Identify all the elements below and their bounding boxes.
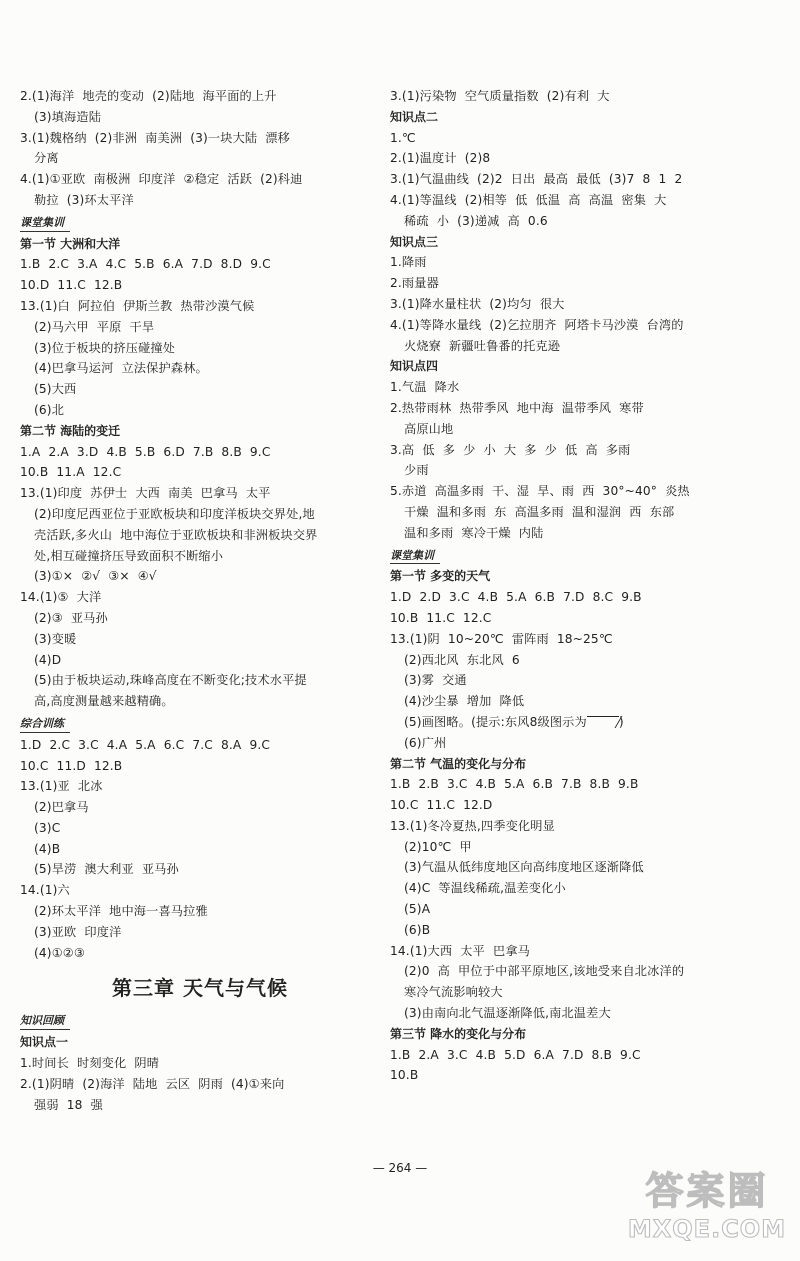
- answer-line: (4)D: [34, 652, 62, 667]
- right-secA: [390, 587, 760, 712]
- left-block1: [20, 86, 380, 211]
- answer-line: 2.(1)温度计 (2)8: [390, 151, 491, 166]
- answer-line: (2)印度尼西亚位于亚欧板块和印度洋板块交界处,地: [34, 506, 315, 521]
- answer-line: (3)位于板块的挤压碰撞处: [34, 340, 176, 355]
- left-sec3: [20, 735, 380, 964]
- answer-line: 5.赤道 高温多雨 干、湿 旱、雨 西 30°~40° 炎热: [390, 484, 690, 499]
- wind-hint-end: ): [618, 714, 624, 729]
- answer-line: (5)旱涝 澳大利亚 亚马孙: [34, 862, 179, 877]
- answer-line: (4)B: [34, 841, 61, 856]
- answer-line: (2)西北风 东北风 6: [404, 652, 520, 667]
- answer-line: (3)变暖: [34, 631, 77, 646]
- wind-hint-line: [390, 712, 760, 733]
- answer-line: (6)北: [34, 402, 65, 417]
- answer-line: 14.(1)⑤ 大洋: [20, 590, 102, 605]
- section-title: 第三节 降水的变化与分布: [390, 1026, 527, 1041]
- section-title: 知识点一: [20, 1035, 69, 1050]
- answer-line: 13.(1)白 阿拉伯 伊斯兰教 热带沙漠气候: [20, 298, 255, 313]
- wind-hint-text: (5)画图略。(提示:东风8级图示为: [404, 714, 587, 729]
- answer-line: 4.(1)等温线 (2)相等 低 低温 高 高温 密集 大: [390, 192, 667, 207]
- answer-line: 分离: [34, 151, 59, 166]
- answer-line: (3)C: [34, 820, 61, 835]
- answer-line: 10.B 11.C 12.C: [390, 610, 492, 625]
- answer-line: 4.(1)等降水量线 (2)乞拉朋齐 阿塔卡马沙漠 台湾的: [390, 317, 684, 332]
- left-column: [20, 86, 380, 1115]
- answer-line: 1.降雨: [390, 255, 427, 270]
- section-title: 第二节 气温的变化与分布: [390, 756, 527, 771]
- answer-line: 1.气温 降水: [390, 380, 460, 395]
- answer-line: (4)沙尘暴 增加 降低: [404, 694, 525, 709]
- answer-line: 强弱 18 强: [34, 1097, 103, 1112]
- answer-line: 10.B 11.A 12.C: [20, 465, 122, 480]
- answer-line: (2)0 高 甲位于中部平原地区,该地受来自北冰洋的: [404, 964, 685, 979]
- answer-line: 13.(1)印度 苏伊士 大西 南美 巴拿马 太平: [20, 486, 271, 501]
- answer-line: (5)由于板块运动,珠峰高度在不断变化;技术水平提: [34, 673, 307, 688]
- answer-line: (3)亚欧 印度洋: [34, 924, 122, 939]
- answer-line: (5)大西: [34, 382, 77, 397]
- section-title: 第二节 海陆的变迁: [20, 423, 121, 438]
- right-zsd4: [390, 377, 760, 543]
- answer-line: (5)A: [404, 902, 431, 917]
- right-column: [390, 86, 760, 1086]
- answer-line: (3)气温从低纬度地区向高纬度地区逐渐降低: [404, 860, 644, 875]
- answer-line: (3)①× ②√ ③× ④√: [34, 569, 157, 584]
- answer-line: 3.(1)气温曲线 (2)2 日出 最高 最低 (3)7 8 1 2: [390, 172, 683, 187]
- answer-line: 少雨: [404, 463, 429, 478]
- answer-line: 寒冷气流影响较大: [404, 985, 503, 1000]
- answer-line: (4)C 等温线稀疏,温差变化小: [404, 881, 566, 896]
- answer-line: 高,高度测量越来越精确。: [34, 694, 174, 709]
- page-number: — 264 —: [372, 1161, 428, 1175]
- answer-line: (2)马六甲 平原 干旱: [34, 319, 155, 334]
- answer-line: 1.D 2.D 3.C 4.B 5.A 6.B 7.D 8.C 9.B: [390, 590, 642, 605]
- answer-line: (3)填海造陆: [34, 109, 102, 124]
- answer-line: 温和多雨 寒冷干燥 内陆: [404, 525, 544, 540]
- huigu-label: 知识回顾: [20, 1011, 64, 1032]
- right-block0: [390, 86, 760, 107]
- section-title: 知识点二: [390, 109, 439, 124]
- right-secB: [390, 774, 760, 1024]
- answer-line: (4)①②③: [34, 945, 85, 960]
- answer-line: 3.高 低 多 少 小 大 多 少 低 高 多雨: [390, 442, 631, 457]
- answer-line: 13.(1)阴 10~20℃ 雷阵雨 18~25℃: [390, 631, 613, 646]
- answer-line: 14.(1)大西 太平 巴拿马: [390, 943, 531, 958]
- chapter-title: 第三章 天气与气候: [112, 976, 288, 1001]
- answer-line: (4)巴拿马运河 立法保护森林。: [34, 361, 208, 376]
- ketang-label: 课堂集训: [20, 213, 64, 234]
- answer-line: (2)③ 亚马孙: [34, 610, 108, 625]
- answer-line: 10.D 11.C 12.B: [20, 278, 123, 293]
- answer-line: 1.℃: [390, 130, 416, 145]
- left-sec1: [20, 254, 380, 420]
- answer-line: 4.(1)①亚欧 南极洲 印度洋 ②稳定 活跃 (2)科迪: [20, 172, 303, 187]
- answer-line: 1.时间长 时刻变化 阴晴: [20, 1056, 160, 1071]
- answer-line: 3.(1)魏格纳 (2)非洲 南美洲 (3)一块大陆 漂移: [20, 130, 290, 145]
- answer-line: (2)巴拿马: [34, 800, 89, 815]
- section-title: 第一节 大洲和大洋: [20, 236, 121, 251]
- answer-line: 1.B 2.A 3.C 4.B 5.D 6.A 7.D 8.B 9.C: [390, 1047, 641, 1062]
- watermark-bottom: MXQE.COM: [627, 1215, 787, 1243]
- section-title: 知识点三: [390, 234, 439, 249]
- zonghe-label: 综合训练: [20, 714, 64, 735]
- answer-line: (2)环太平洋 地中海一喜马拉雅: [34, 904, 208, 919]
- right-zsd2: [390, 128, 760, 232]
- answer-line: 10.C 11.C 12.D: [390, 798, 493, 813]
- answer-line: 2.雨量器: [390, 276, 439, 291]
- answer-line: 2.(1)阴晴 (2)海洋 陆地 云区 阴雨 (4)①来向: [20, 1076, 285, 1091]
- answer-line: (3)雾 交通: [404, 673, 467, 688]
- answer-line: 2.热带雨林 热带季风 地中海 温带季风 寒带: [390, 400, 644, 415]
- answer-line: 14.(1)六: [20, 883, 70, 898]
- section-title: 第一节 多变的天气: [390, 569, 491, 584]
- answer-line: 10.B: [390, 1068, 419, 1083]
- answer-line: 13.(1)亚 北冰: [20, 779, 103, 794]
- right-secA-tail: [390, 733, 760, 754]
- answer-line: 勒拉 (3)环太平洋: [34, 192, 134, 207]
- answer-line: 干燥 温和多雨 东 高温多雨 温和湿润 西 东部: [404, 504, 675, 519]
- right-secC: [390, 1045, 760, 1087]
- left-sec2: [20, 442, 380, 712]
- right-zsd3: [390, 252, 760, 356]
- watermark-top: 答案圈: [645, 1169, 769, 1213]
- left-zsd1: [20, 1053, 380, 1115]
- answer-line: 2.(1)海洋 地壳的变动 (2)陆地 海平面的上升: [20, 89, 277, 103]
- watermark-logo: [622, 1168, 792, 1252]
- ketang-label: 课堂集训: [390, 546, 434, 567]
- answer-line: 10.C 11.D 12.B: [20, 758, 123, 773]
- answer-line: 处,相互碰撞挤压导致面积不断缩小: [34, 548, 224, 563]
- answer-line: 1.A 2.A 3.D 4.B 5.B 6.D 7.B 8.B 9.C: [20, 444, 271, 459]
- answer-line: 火烧寮 新疆吐鲁番的托克逊: [404, 338, 561, 353]
- answer-line: 高原山地: [404, 421, 454, 436]
- section-title: 知识点四: [390, 359, 439, 374]
- answer-line: 1.B 2.C 3.A 4.C 5.B 6.A 7.D 8.D 9.C: [20, 257, 271, 272]
- answer-line: 壳活跃,多火山 地中海位于亚欧板块和非洲板块交界: [34, 527, 318, 542]
- answer-line: 1.D 2.C 3.C 4.A 5.A 6.C 7.C 8.A 9.C: [20, 737, 271, 752]
- answer-line: 1.B 2.B 3.C 4.B 5.A 6.B 7.B 8.B 9.B: [390, 777, 639, 792]
- answer-line: (3)由南向北气温逐渐降低,南北温差大: [404, 1006, 611, 1021]
- answer-line: (6)B: [404, 922, 431, 937]
- answer-line: (2)10℃ 甲: [404, 839, 472, 854]
- answer-line: (6)广州: [404, 735, 447, 750]
- answer-line: 13.(1)冬冷夏热,四季变化明显: [390, 818, 555, 833]
- answer-line: 3.(1)降水量柱状 (2)均匀 很大: [390, 296, 565, 311]
- answer-line: 稀疏 小 (3)递减 高 0.6: [404, 213, 548, 228]
- answer-line: 3.(1)污染物 空气质量指数 (2)有利 大: [390, 89, 610, 103]
- wind-symbol-icon: [587, 716, 619, 729]
